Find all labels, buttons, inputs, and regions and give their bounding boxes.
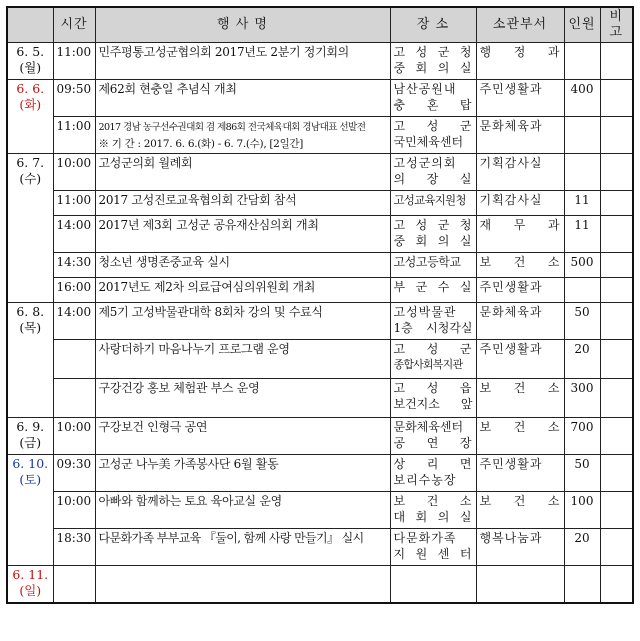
table-row	[7, 80, 633, 117]
place-cell: 고성교육지원청	[390, 191, 476, 216]
dept-cell: 기획감사실	[476, 154, 564, 191]
count-cell: 20	[564, 340, 600, 379]
table-row	[7, 303, 633, 340]
dept-cell: 문화체육과	[476, 303, 564, 340]
count-cell: 500	[564, 253, 600, 278]
time-cell: 14:00	[53, 303, 95, 340]
event-cell: 2017년 제3회 고성군 공유재산심의회 개최	[95, 216, 390, 253]
count-cell	[564, 43, 600, 80]
dept-cell: 기획감사실	[476, 191, 564, 216]
remark-cell	[600, 303, 633, 340]
table-row	[7, 117, 633, 154]
dept-cell	[476, 566, 564, 604]
remark-cell	[600, 566, 633, 604]
time-cell: 10:00	[53, 154, 95, 191]
header-remark: 비고	[600, 7, 633, 43]
event-cell: 2017 고성진로교육협의회 간담회 참석	[95, 191, 390, 216]
time-cell: 16:00	[53, 278, 95, 303]
dept-cell: 보 건 소	[476, 253, 564, 278]
count-cell: 50	[564, 455, 600, 492]
place-cell: 고 성 군 종합사회복지관	[390, 340, 476, 379]
remark-cell	[600, 492, 633, 529]
count-cell	[564, 278, 600, 303]
date-cell: 6. 11. (일)	[7, 566, 53, 604]
event-cell: 제5기 고성박물관대학 8회차 강의 및 수료식	[95, 303, 390, 340]
dept-cell: 주민생활과	[476, 455, 564, 492]
event-cell: 2017년도 제2차 의료급여심의위원회 개최	[95, 278, 390, 303]
time-cell: 14:30	[53, 253, 95, 278]
count-cell: 11	[564, 216, 600, 253]
count-cell: 11	[564, 191, 600, 216]
place-cell: 남산공원내 충 혼 탑	[390, 80, 476, 117]
count-cell: 700	[564, 418, 600, 455]
dept-cell: 재 무 과	[476, 216, 564, 253]
place-cell: 고 성 군 청 중 회 의 실	[390, 43, 476, 80]
dept-cell: 주민생활과	[476, 278, 564, 303]
table-row	[7, 418, 633, 455]
count-cell	[564, 154, 600, 191]
place-cell: 다문화가족 지 원 센 터	[390, 529, 476, 566]
time-cell: 11:00	[53, 191, 95, 216]
event-cell: 사랑더하기 마음나누기 프로그램 운영	[95, 340, 390, 379]
time-cell: 18:30	[53, 529, 95, 566]
remark-cell	[600, 379, 633, 418]
table-row	[7, 154, 633, 191]
table-row	[7, 529, 633, 566]
event-cell: 구강건강 홍보 체험관 부스 운영	[95, 379, 390, 418]
event-cell: 고성군의회 월례회	[95, 154, 390, 191]
header-dept: 소관부서	[476, 7, 564, 43]
header-time: 시간	[53, 7, 95, 43]
time-cell: 14:00	[53, 216, 95, 253]
dept-cell: 행복나눔과	[476, 529, 564, 566]
place-cell: 고성고등학교	[390, 253, 476, 278]
dept-cell: 보 건 소	[476, 418, 564, 455]
header-event: 행 사 명	[95, 7, 390, 43]
time-cell: 09:30	[53, 455, 95, 492]
place-cell: 고 성 군 청 중 회 의 실	[390, 216, 476, 253]
header-place: 장 소	[390, 7, 476, 43]
remark-cell	[600, 43, 633, 80]
date-cell: 6. 6. (화)	[7, 80, 53, 154]
remark-cell	[600, 455, 633, 492]
remark-cell	[600, 117, 633, 154]
remark-cell	[600, 216, 633, 253]
time-cell	[53, 340, 95, 379]
place-cell: 고성군의회 의 장 실	[390, 154, 476, 191]
date-cell: 6. 8. (목)	[7, 303, 53, 418]
table-row	[7, 191, 633, 216]
table-row	[7, 253, 633, 278]
place-cell	[390, 566, 476, 604]
schedule-table	[6, 6, 634, 604]
header-date	[7, 7, 53, 43]
place-cell: 부 군 수 실	[390, 278, 476, 303]
remark-cell	[600, 278, 633, 303]
place-cell: 고성박물관 1층 시청각실	[390, 303, 476, 340]
time-cell: 10:00	[53, 492, 95, 529]
event-cell: 고성군 나누美 가족봉사단 6월 활동	[95, 455, 390, 492]
event-cell	[95, 566, 390, 604]
date-cell: 6. 10. (토)	[7, 455, 53, 566]
date-cell: 6. 9. (금)	[7, 418, 53, 455]
place-cell: 고 성 읍 보건지소 앞	[390, 379, 476, 418]
dept-cell: 행 정 과	[476, 43, 564, 80]
remark-cell	[600, 529, 633, 566]
table-row	[7, 278, 633, 303]
remark-cell	[600, 340, 633, 379]
count-cell: 20	[564, 529, 600, 566]
header-row	[7, 7, 633, 43]
event-cell: 청소년 생명존중교육 실시	[95, 253, 390, 278]
event-cell: 다문화가족 부부교육 『둘이, 함께 사랑 만들기』 실시	[95, 529, 390, 566]
time-cell	[53, 566, 95, 604]
time-cell: 10:00	[53, 418, 95, 455]
dept-cell: 보 건 소	[476, 492, 564, 529]
remark-cell	[600, 418, 633, 455]
remark-cell	[600, 253, 633, 278]
header-count: 인원	[564, 7, 600, 43]
place-cell: 고 성 군 국민체육센터	[390, 117, 476, 154]
event-cell: 아빠와 함께하는 토요 육아교실 운영	[95, 492, 390, 529]
remark-cell	[600, 191, 633, 216]
table-row	[7, 566, 633, 604]
count-cell: 100	[564, 492, 600, 529]
dept-cell: 보 건 소	[476, 379, 564, 418]
event-cell: 구강보건 인형극 공연	[95, 418, 390, 455]
place-cell: 문화체육센터 공 연 장	[390, 418, 476, 455]
table-row	[7, 43, 633, 80]
date-cell: 6. 7. (수)	[7, 154, 53, 303]
remark-cell	[600, 154, 633, 191]
time-cell: 11:00	[53, 43, 95, 80]
table-row	[7, 379, 633, 418]
event-cell: 2017 경남 농구선수권대회 겸 제86회 전국체육대회 경남대표 선발전 ※ 기 간 : 2017. 6. 6.(화) - 6. 7.(수), [2일간]	[95, 117, 390, 154]
count-cell: 50	[564, 303, 600, 340]
place-cell: 상 리 면 보리수농장	[390, 455, 476, 492]
time-cell	[53, 379, 95, 418]
table-row	[7, 492, 633, 529]
table-row	[7, 216, 633, 253]
dept-cell: 문화체육과	[476, 117, 564, 154]
count-cell: 300	[564, 379, 600, 418]
date-cell: 6. 5. (월)	[7, 43, 53, 80]
place-cell: 보 건 소 대 회 의 실	[390, 492, 476, 529]
count-cell	[564, 117, 600, 154]
event-cell: 민주평통고성군협의회 2017년도 2분기 정기회의	[95, 43, 390, 80]
dept-cell: 주민생활과	[476, 80, 564, 117]
time-cell: 11:00	[53, 117, 95, 154]
count-cell: 400	[564, 80, 600, 117]
table-row	[7, 340, 633, 379]
dept-cell: 주민생활과	[476, 340, 564, 379]
table-row	[7, 455, 633, 492]
remark-cell	[600, 80, 633, 117]
count-cell	[564, 566, 600, 604]
event-cell: 제62회 현충일 추념식 개최	[95, 80, 390, 117]
time-cell: 09:50	[53, 80, 95, 117]
